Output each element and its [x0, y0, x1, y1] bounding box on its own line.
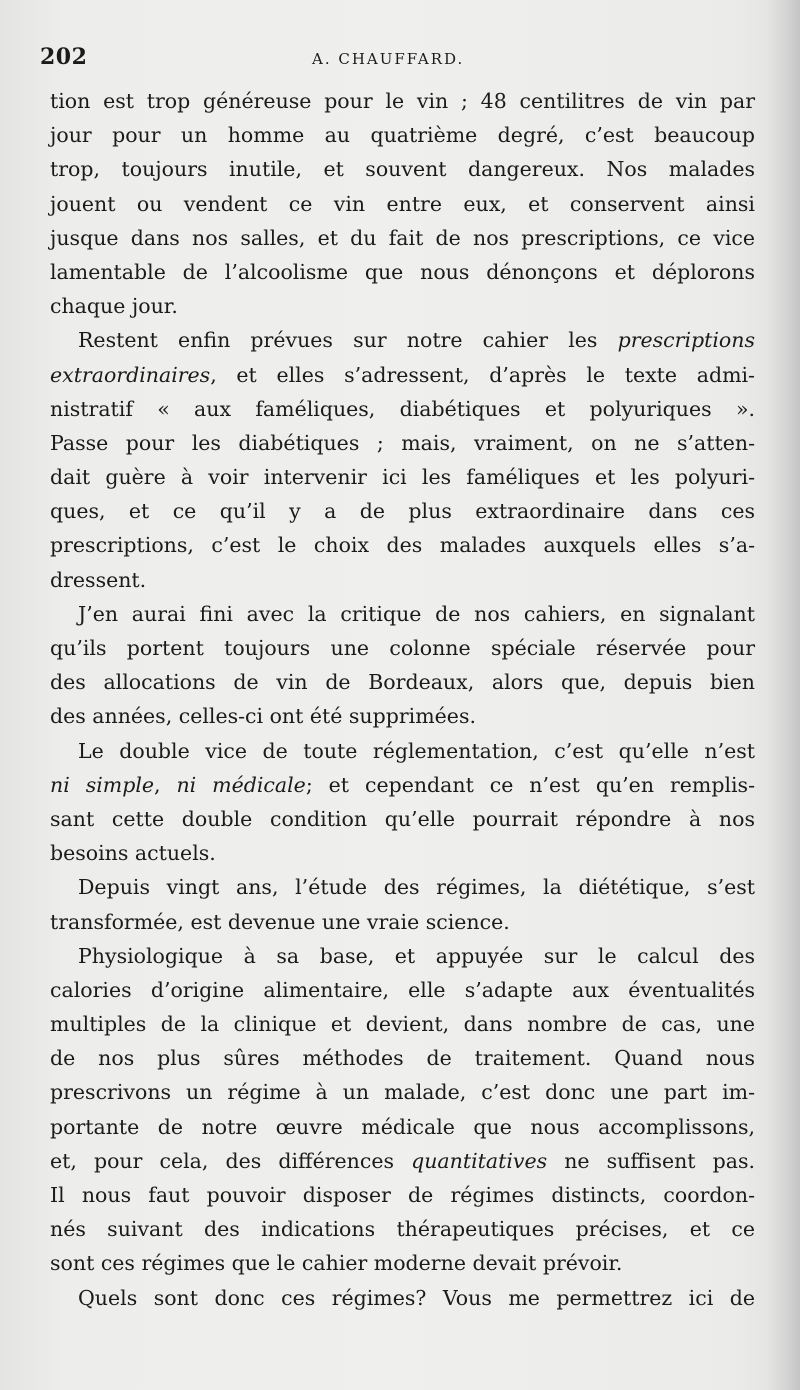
text-line: de nos plus sûres méthodes de traitement. Quand nous	[50, 1046, 755, 1071]
text-line: Il nous faut pouvoir disposer de régimes distincts, coordon-	[50, 1183, 755, 1207]
text-line: trop, toujours inutile, et souvent dangereux. Nos malades	[50, 157, 755, 182]
text-line	[50, 323, 755, 357]
text-span: ,	[154, 772, 177, 797]
text-line: ques, et ce qu’il y a de plus extraordinaire dans ces	[50, 499, 755, 524]
text-span: Restent enfin prévues sur notre cahier les	[78, 328, 618, 353]
text-line: nistratif « aux faméliques, diabétiques et polyuriques ».	[50, 396, 755, 421]
italic-text: prescriptions	[617, 328, 755, 353]
text-line: jusque dans nos salles, et du fait de nos prescriptions, ce vice	[50, 225, 755, 250]
italic-text: ni médicale	[176, 772, 306, 797]
text-line	[50, 358, 755, 392]
text-line: prescrivons un régime à un malade, c’est donc une part im-	[50, 1080, 755, 1105]
text-line: jouent ou vendent ce vin entre eux, et conservent ainsi	[50, 191, 755, 216]
text-line: Passe pour les diabétiques ; mais, vraiment, on ne s’atten-	[50, 430, 755, 455]
text-line: tion est trop généreuse pour le vin ; 48 centilitres de vin par	[50, 89, 755, 113]
body-text	[50, 84, 755, 1315]
text-line	[50, 1144, 755, 1178]
text-line	[50, 768, 755, 802]
text-line: multiples de la clinique et devient, dans nombre de cas, une	[50, 1012, 755, 1037]
text-span: , et elles s’adressent, d’après le texte admi-	[210, 362, 755, 387]
text-line: sont ces régimes que le cahier moderne devait prévoir.	[50, 1251, 623, 1276]
text-line: des années, celles-ci ont été supprimées.	[50, 704, 476, 729]
text-line: des allocations de vin de Bordeaux, alors que, depuis bien	[50, 670, 755, 695]
text-line: chaque jour.	[50, 294, 178, 319]
text-line: dait guère à voir intervenir ici les faméliques et les polyuri-	[50, 465, 755, 490]
text-line: sant cette double condition qu’elle pourrait répondre à nos	[50, 806, 755, 831]
text-line: prescriptions, c’est le choix des malades auxquels elles s’a-	[50, 533, 755, 558]
text-line: Quels sont donc ces régimes? Vous me permettrez ici de	[78, 1285, 755, 1310]
page-gutter-shadow	[766, 0, 800, 1390]
text-line: Physiologique à sa base, et appuyée sur le calcul des	[78, 943, 755, 968]
page-header	[40, 44, 752, 74]
text-line: lamentable de l’alcoolisme que nous dénonçons et déplorons	[50, 259, 755, 284]
text-line: Depuis vingt ans, l’étude des régimes, la diététique, s’est	[78, 875, 755, 900]
text-line: dressent.	[50, 567, 147, 592]
page-number: 202	[40, 44, 88, 70]
text-line: jour pour un homme au quatrième degré, c’est beaucoup	[50, 123, 755, 148]
text-line: Le double vice de toute réglementation, c’est qu’elle n’est	[78, 738, 755, 763]
italic-text: quantitatives	[411, 1148, 548, 1173]
text-span: ; et cependant ce n’est qu’en remplis-	[305, 772, 756, 797]
italic-text: ni simple	[50, 772, 155, 797]
text-span: et, pour cela, des différences	[50, 1148, 412, 1173]
text-line: calories d’origine alimentaire, elle s’adapte aux éventualités	[50, 977, 755, 1002]
text-line: besoins actuels.	[50, 841, 216, 866]
text-line: qu’ils portent toujours une colonne spéciale réservée pour	[50, 636, 755, 660]
running-head: A. CHAUFFARD.	[312, 50, 465, 68]
text-line: nés suivant des indications thérapeutiques précises, et ce	[50, 1217, 755, 1242]
text-span: ne suffisent pas.	[547, 1148, 756, 1173]
text-line: transformée, est devenue une vraie science.	[50, 909, 510, 934]
text-line: J’en aurai fini avec la critique de nos cahiers, en signalant	[78, 601, 755, 626]
text-line: portante de notre œuvre médicale que nous accomplissons,	[50, 1114, 755, 1139]
italic-text: extraordinaires	[50, 362, 211, 387]
